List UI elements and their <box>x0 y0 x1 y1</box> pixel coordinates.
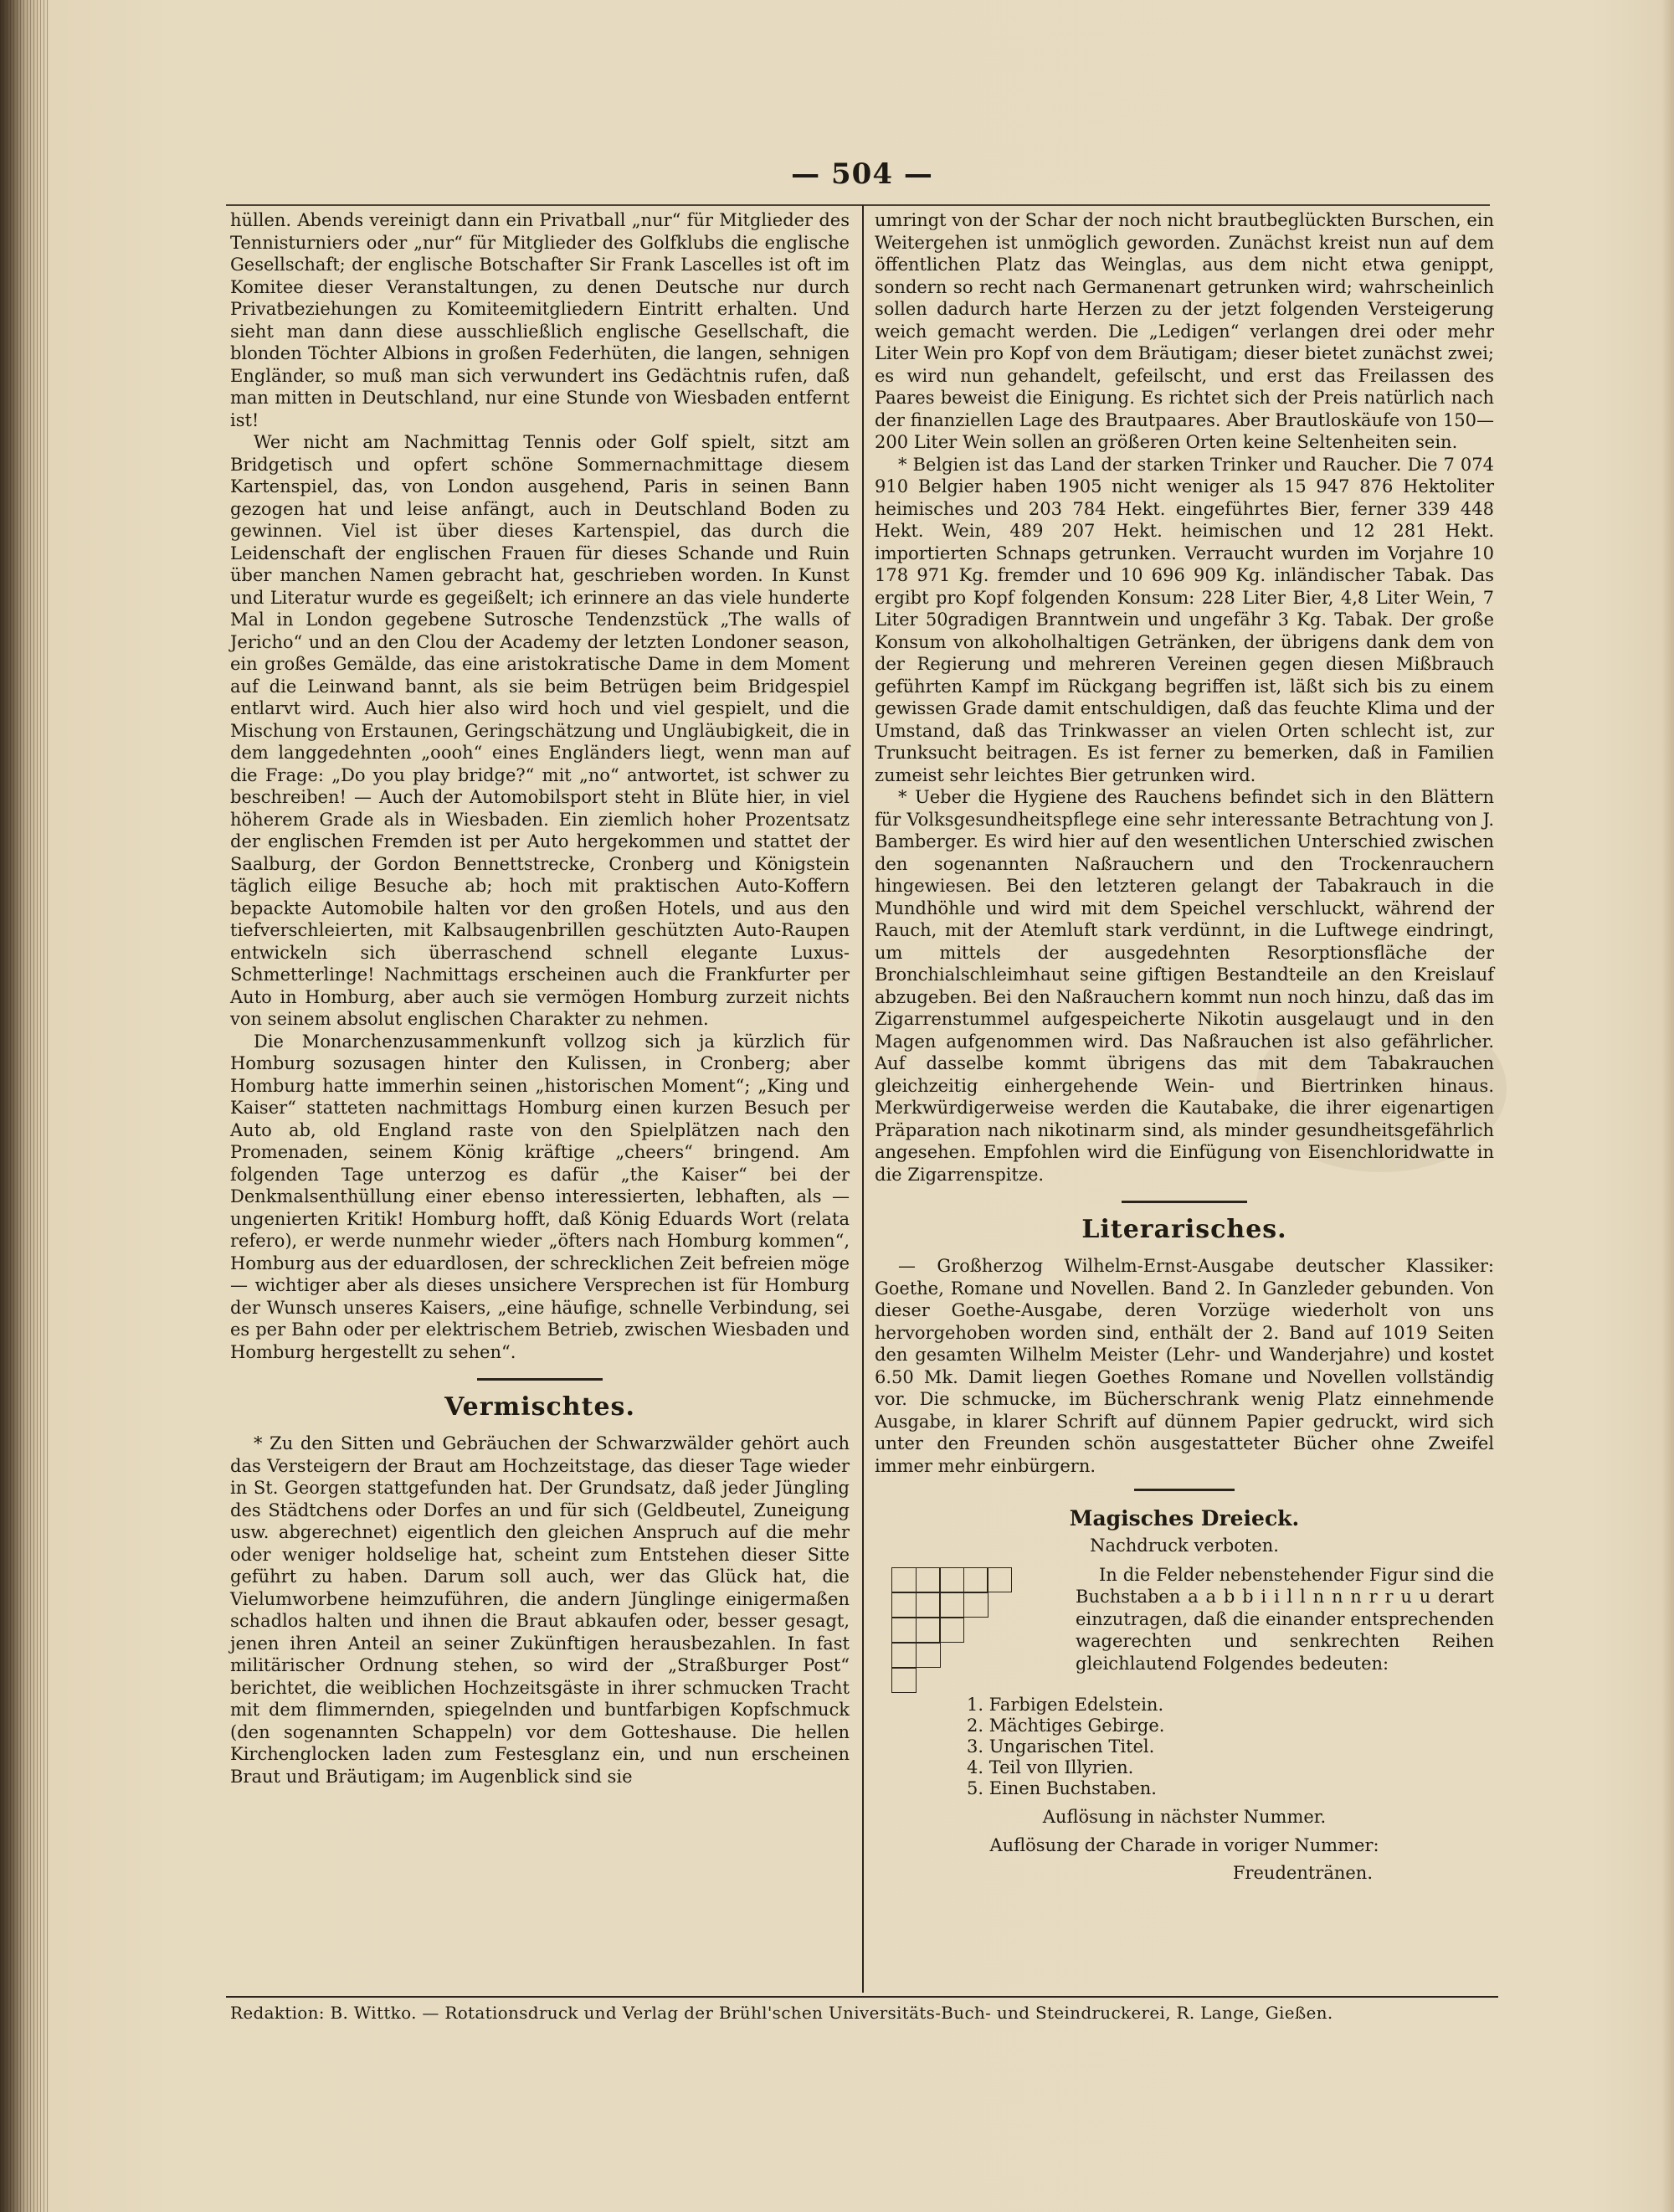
section-divider <box>1134 1489 1235 1491</box>
reprint-notice: Nachdruck verboten. <box>1090 1536 1279 1556</box>
section-divider <box>477 1378 603 1381</box>
section-divider <box>1122 1201 1247 1203</box>
vermischtes-paragraph: * Zu den Sitten und Gebräuchen der Schwarzwälder gehört auch das Versteigern der Braut am Hochzeitstage, das dieser Tage wieder in St. Georgen stattgefunden hat. Der Grundsatz, daß jeder Jüngling des Städtchens oder Dorfes an und für sich (Geldbeutel, Zuneigung usw. abgerechnet) eigentlich den gleichen Anspruch auf die mehr oder weniger holdselige hat, scheint zum Entstehen dieser Sitte geführt zu haben. Darum soll auch, wer das Glück hat, die Vielumworbene heimzuführen, die andern Jünglinge einigermaßen schadlos halten und ihnen die Braut abkaufen oder, besser gesagt, jenen ihren Anteil an seiner Zukünftigen herausbezahlen. In fast militärischer Ordnung stehen, so wird der „Straßburger Post“ berichtet, die weiblichen Hochzeitsgäste in ihrer schmucken Tracht mit dem flimmernden, spiegelnden und buntfarbigen Kopfschmuck (den sogenannten Schappeln) vor dem Gotteshause. Die hellen Kirchenglocken laden zum Festesglanz ein, und nun erscheinen Braut und Bräutigam; im Augenblick sind sie <box>230 1433 850 1787</box>
article-paragraph: * Ueber die Hygiene des Rauchens befindet sich in den Blättern für Volksgesundheitspflege eine sehr interessante Betrachtung von J. Bamberger. Es wird hier auf den wesentlichen Unterschied zwischen den sogenannten Naßrauchern und den Trockenrauchern hingewiesen. Bei den letzteren gelangt der Tabakrauch in die Mundhöhle und wird mit dem Speichel verschluckt, während der Rauch, mit der Atemluft stark verdünnt, in die Luftwege eindringt, um mittels der ausgedehnten Resorptionsfläche der Bronchialschleimhaut seine giftigen Bestandteile an den Kreislauf abzugeben. Bei den Naßrauchern kommt nun noch hinzu, daß das im Zigarrenstummel aufgespeicherte Nikotin ausgelaugt und in den Magen aufgenommen wird. Das Naßrauchen ist also gefährlicher. Auf dasselbe kommt übrigens das mit dem Tabakrauchen gleichzeitig einhergehende Wein- und Biertrinken hinaus. Merkwürdigerweise werden die Kautabake, die ihrer eigenartigen Präparation nach nikotinarm sind, als minder gesundheitsgefährlich angesehen. Empfohlen wird die Einfügung von Eisenchloridwatte in die Zigarrenspitze. <box>875 787 1494 1185</box>
right-column <box>875 209 1494 1884</box>
page-number: — 504 — <box>791 157 933 191</box>
puzzle-intro: In die Felder nebenstehender Figur sind die Buchstaben a a b b i i l l n n n r r u u derart einzutragen, daß die einander entsprechenden wagerechten und senkrechten Reihen gleichlautend Folgendes bedeuten: <box>1076 1564 1494 1674</box>
puzzle-title: Magisches Dreieck. <box>1069 1506 1300 1530</box>
footer-rule <box>226 1996 1498 1998</box>
article-paragraph: Wer nicht am Nachmittag Tennis oder Golf spielt, sitzt am Bridgetisch und opfert schöne Sommernachmittage diesem Kartenspiel, das, von London ausgehend, Paris in seinen Bann gezogen hat und leise anfängt, auch in Deutschland Boden zu gewinnen. Viel ist über dieses Kartenspiel, das durch die Leidenschaft der englischen Frauen für dieses Schande und Ruin über manchen Namen gebracht hat, geschrieben worden. In Kunst und Literatur wurde es gegeißelt; ich erinnere an das viele hunderte Mal in London gegebene Sutrosche Tendenzstück „The walls of Jericho“ und an den Clou der Academy der letzten Londoner season, ein großes Gemälde, das eine aristokratische Dame in dem Moment auf die Leinwand bannt, als sie beim Betrügen beim Bridgespiel entlarvt wird. Auch hier also wird hoch und viel gespielt, und die Mischung von Erstaunen, Geringschätzung und Ungläubigkeit, die in dem langgedehnten „oooh“ eines Engländers liegt, wenn man auf die Frage: „Do you play bridge?“ mit „no“ antwortet, ist schwer zu beschreiben! — Auch der Automobilsport steht in Blüte hier, in viel höherem Grade als in Wiesbaden. Ein ziemlich hoher Prozentsatz der englischen Fremden ist per Auto hergekommen und stattet der Saalburg, der Gordon Bennettstrecke, Cronberg und Königstein täglich eilige Besuche ab; hoch mit praktischen Auto-Koffern bepackte Automobile halten vor den großen Hotels, und aus den tiefverschleierten, mit Kalbsaugenbrillen geschützten Auto-Raupen entwickeln sich überraschend schnell elegante Luxus-Schmetterlinge! Nachmittags erscheinen auch die Frankfurter per Auto in Homburg, aber auch sie vermögen Homburg zurzeit nichts von seinem absolut englischen Charakter zu nehmen. <box>230 432 850 1029</box>
article-paragraph: * Belgien ist das Land der starken Trinker und Raucher. Die 7 074 910 Belgier haben 1905 nicht weniger als 15 947 876 Hektoliter heimisches und 203 784 Hekt. eingeführtes Bier, ferner 339 448 Hekt. Wein, 489 207 Hekt. heimischen und 12 281 Hekt. importierten Schnaps getrunken. Verraucht wurden im Vorjahre 10 178 971 Kg. fremder und 10 696 909 Kg. inländischer Tabak. Das ergibt pro Kopf folgenden Konsum: 228 Liter Bier, 4,8 Liter Wein, 7 Liter 50gradigen Branntwein und ungefähr 3 Kg. Tabak. Der große Konsum von alkoholhaltigen Getränken, der übrigens dank dem von der Regierung und mehreren Vereinen gegen diesen Mißbrauch geführten Kampf im Rückgang begriffen ist, läßt sich bis zu einem gewissen Grade damit entschuldigen, daß das feuchte Klima und der Umstand, daß das Trinkwasser an vielen Orten schlecht ist, zur Trunksucht beitragen. Es ist ferner zu bemerken, daß in Familien zumeist sehr leichtes Bier getrunken wird. <box>875 454 1494 785</box>
header-rule <box>226 204 1490 206</box>
article-paragraph: Die Monarchenzusammenkunft vollzog sich ja kürzlich für Homburg sozusagen hinter den Kulissen, in Cronberg; aber Homburg hatte immerhin seinen „historischen Moment“; „King und Kaiser“ statteten nachmittags Homburg einen kurzen Besuch per Auto ab, old England raste von den Spielplätzen nach den Promenaden, seinem König kräftige „cheers“ bringend. Am folgenden Tage unterzog es dafür „the Kaiser“ bei der Denkmalsenthüllung einer ebenso interessierten, lebhaften, als — ungenierten Kritik! Homburg hofft, daß König Eduards Wort (relata refero), er werde nunmehr wieder „öfters nach Homburg kommen“, Homburg aus der eduardlosen, der schrecklichen Zeit befreien möge — wichtiger aber als dieses unsichere Versprechen ist für Homburg der Wunsch unseres Kaisers, „eine häufige, schnelle Verbindung, sei es per Bahn oder per elektrischem Betrieb, zwischen Wiesbaden und Homburg hergestellt zu sehen“. <box>230 1031 850 1362</box>
puzzle-instructions <box>1076 1564 1494 1693</box>
solution-hint: Auflösung in nächster Nummer. <box>1042 1806 1327 1827</box>
puzzle-clues <box>967 1695 1494 1799</box>
imprint-footer: Redaktion: B. Wittko. — Rotationsdruck und Verlag der Brühl'schen Universitäts-Buch- und Steindruckerei, R. Lange, Gießen. <box>230 2003 1333 2023</box>
puzzle-clue: 1. Farbigen Edelstein. <box>967 1694 1164 1715</box>
puzzle-clue: 2. Mächtiges Gebirge. <box>967 1715 1165 1736</box>
puzzle-clue: 3. Ungarischen Titel. <box>967 1736 1155 1757</box>
magic-triangle-grid <box>875 1564 1059 1693</box>
charade-answer: Freudentränen. <box>1232 1862 1373 1883</box>
article-paragraph: hüllen. Abends vereinigt dann ein Privatball „nur“ für Mitglieder des Tennisturniers oder „nur“ für Mitglieder des Golfklubs die englische Gesellschaft; der englische Botschafter Sir Frank Lascelles ist oft im Komitee dieser Veranstaltungen, zu denen Deutsche nur durch Privatbeziehungen zu Komiteemitgliedern Eintritt erhalten. Und sieht man dann diese ausschließlich englische Gesellschaft, die blonden Töchter Albions in großen Federhüten, die langen, sehnigen Engländer, so muß man sich verwundert ins Gedächtnis rufen, daß man mitten in Deutschland, nur eine Stunde von Wiesbaden entfernt ist! <box>230 210 850 430</box>
literarisches-paragraph: — Großherzog Wilhelm-Ernst-Ausgabe deutscher Klassiker: Goethe, Romane und Novellen. Band 2. In Ganzleder gebunden. Von dieser Goethe-Ausgabe, deren Vorzüge wiederholt von uns hervorgehoben worden sind, enthält der 2. Band auf 1019 Seiten den gesamten Wilhelm Meister (Lehr- und Wanderjahre) und kostet 6.50 Mk. Damit liegen Goethes Romane und Novellen vollständig vor. Die schmucke, im Bücherschrank wenig Platz einnehmende Ausgabe, in klarer Schrift auf dünnem Papier gedruckt, wird sich unter den Freunden schön ausgestatteter Bücher ohne Zweifel immer mehr einbürgern. <box>875 1256 1494 1476</box>
puzzle-clue: 4. Teil von Illyrien. <box>967 1757 1134 1777</box>
charade-heading: Auflösung der Charade in voriger Nummer: <box>989 1835 1379 1855</box>
column-divider <box>862 205 864 1993</box>
magic-triangle-puzzle <box>875 1564 1494 1693</box>
puzzle-clue: 5. Einen Buchstaben. <box>967 1777 1157 1798</box>
left-column <box>230 209 850 1788</box>
section-title-vermischtes: Vermischtes. <box>444 1392 635 1422</box>
section-title-literarisches: Literarisches. <box>1081 1215 1287 1244</box>
article-paragraph: umringt von der Schar der noch nicht brautbeglückten Burschen, ein Weitergehen ist unmöglich geworden. Zunächst kreist nun auf dem öffentlichen Platz das Weinglas, aus dem nicht etwa genippt, sondern so recht nach Germanenart getrunken wird; wahrscheinlich sollen dadurch harte Herzen zu der jetzt folgenden Versteigerung weich gemacht werden. Die „Ledigen“ verlangen drei oder mehr Liter Wein pro Kopf von dem Bräutigam; dieser bietet zunächst zwei; es wird nun gehandelt, gefeilscht, und erst das Freilassen des Paares beweist die Einigung. Es richtet sich der Preis natürlich nach der finanziellen Lage des Brautpaares. Aber Brautloskäufe von 150—200 Liter Wein sollen an größeren Orten keine Seltenheiten sein. <box>875 210 1494 452</box>
book-page-edge <box>0 0 49 2212</box>
